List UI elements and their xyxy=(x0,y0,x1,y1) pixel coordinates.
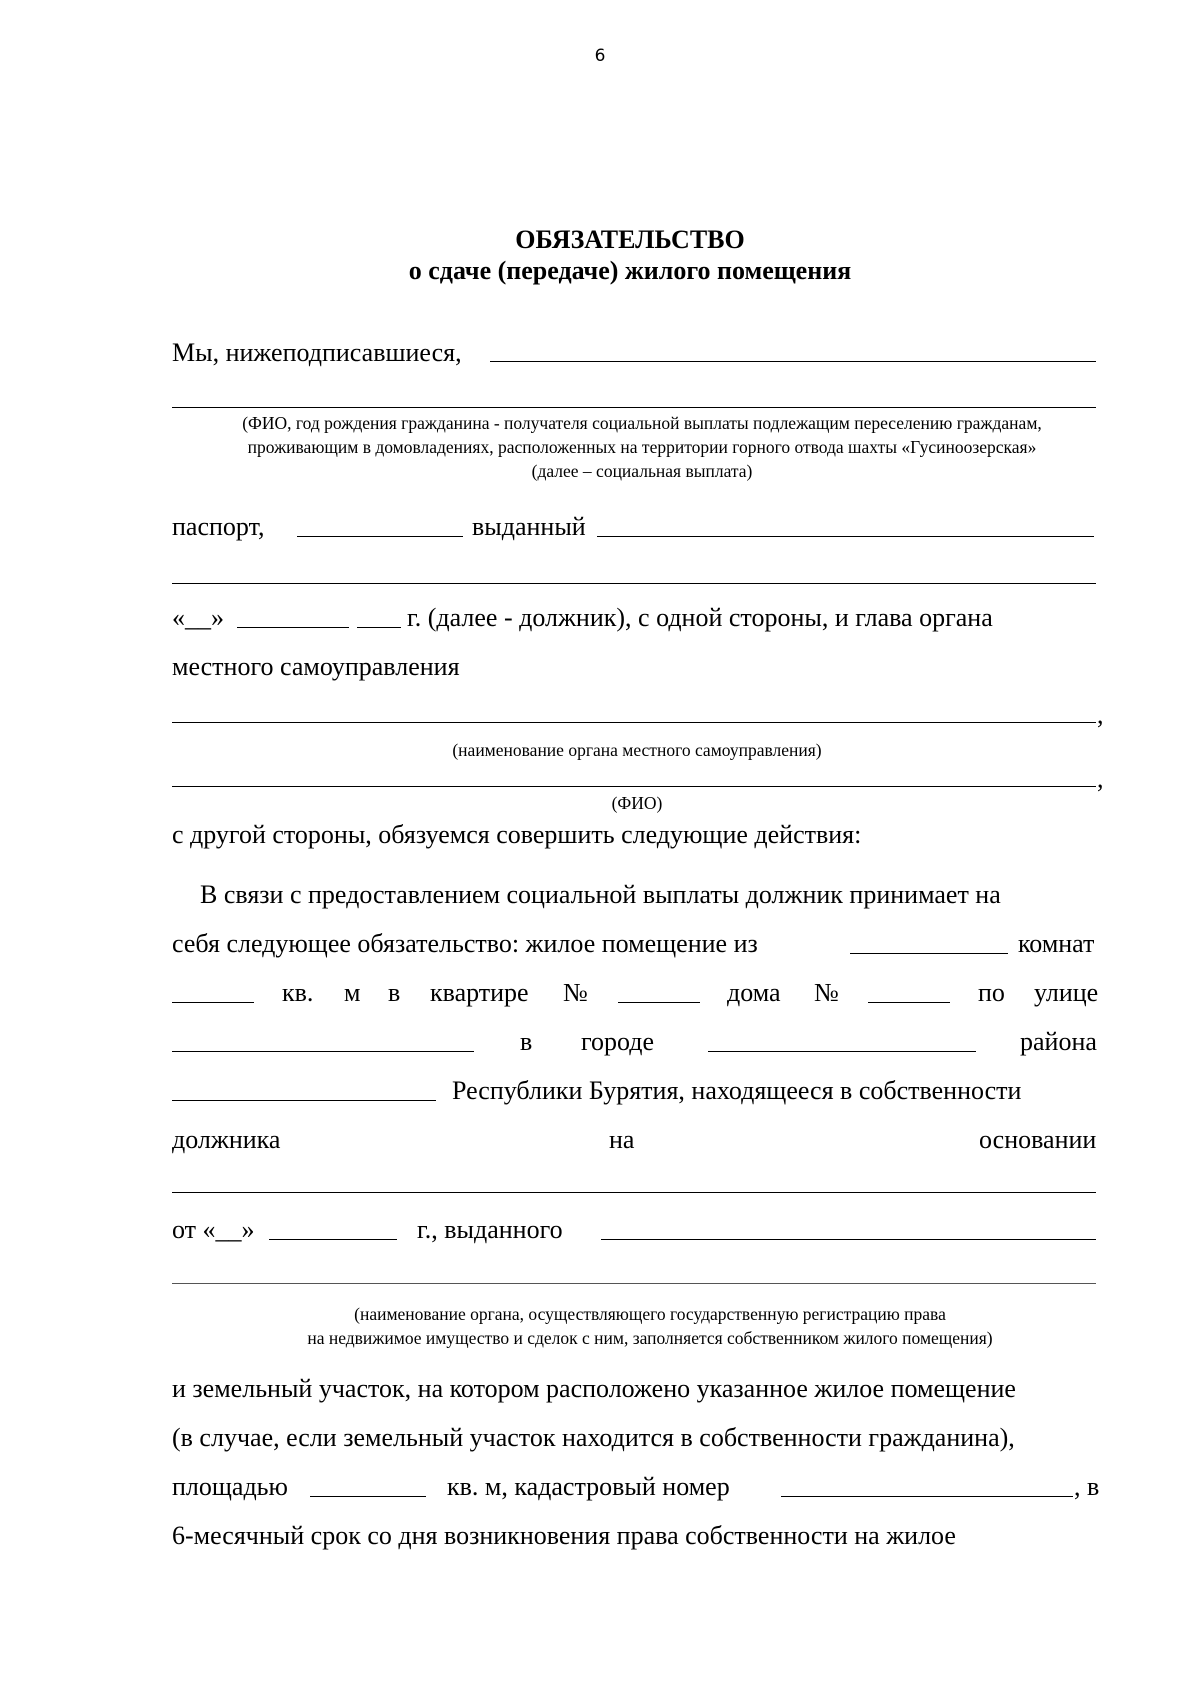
head-fio-blank[interactable] xyxy=(172,786,1096,787)
issued-by-label: г., выданного xyxy=(417,1215,563,1244)
v-label: в xyxy=(388,978,401,1007)
v-label-2: в xyxy=(520,1027,533,1056)
basis-blank[interactable] xyxy=(172,1192,1096,1193)
issued-by-blank-2[interactable] xyxy=(172,1283,1096,1284)
debtor-text: г. (далее - должник), с одной стороны, и глава органа xyxy=(407,603,993,632)
para1-line1: В связи с предоставлением социальной выплаты должник принимает на xyxy=(200,880,1001,909)
m-label: м xyxy=(344,978,361,1007)
para1-line2a: себя следующее обязательство: жилое помещение из xyxy=(172,929,758,958)
kvartire-label: квартире xyxy=(430,978,529,1007)
document-subtitle: о сдаче (передаче) жилого помещения xyxy=(408,256,852,285)
passport-blank[interactable] xyxy=(297,536,463,537)
area-blank[interactable] xyxy=(172,1002,254,1003)
kv-label: кв. xyxy=(282,978,314,1007)
rooms-blank[interactable] xyxy=(850,953,1008,954)
registration-caption-1: (наименование органа, осуществляющего государственную регистрацию права xyxy=(354,1304,946,1324)
para1-line5: Республики Бурятия, находящееся в собственности xyxy=(452,1076,1022,1105)
para2-line3a: площадью xyxy=(172,1472,288,1501)
raiona-label: района xyxy=(1020,1027,1097,1056)
para2-line2: (в случае, если земельный участок находится в собственности гражданина), xyxy=(172,1423,1015,1452)
date-year-blank[interactable] xyxy=(357,627,401,628)
passport-label: паспорт, xyxy=(172,512,265,541)
undersigned-blank-2[interactable] xyxy=(172,407,1096,408)
local-gov-text: местного самоуправления xyxy=(172,652,460,681)
date-month-blank[interactable] xyxy=(237,627,349,628)
para2-line1: и земельный участок, на котором расположено указанное жилое помещение xyxy=(172,1374,1016,1403)
para2-line3b: кв. м, кадастровый номер xyxy=(447,1472,730,1501)
cadastral-no-blank[interactable] xyxy=(781,1496,1073,1497)
fio-caption-2: проживающим в домовладениях, расположенных на территории горного отвода шахты «Гусиноозерская» xyxy=(247,437,1037,457)
fio-caption-1: (ФИО, год рождения гражданина - получателя социальной выплаты подлежащим переселению гражданам, xyxy=(242,413,1042,433)
we-undersigned-label: Мы, нижеподписавшиеся, xyxy=(172,338,462,367)
date-day: «__» xyxy=(172,603,224,632)
gorode-label: городе xyxy=(581,1027,655,1056)
na-label: на xyxy=(609,1125,635,1154)
issued-blank[interactable] xyxy=(597,536,1094,537)
street-blank[interactable] xyxy=(172,1051,474,1052)
house-no-blank[interactable] xyxy=(868,1002,950,1003)
ulice-label: улице xyxy=(1034,978,1099,1007)
no-label-1: № xyxy=(563,978,588,1007)
osnovanii-label: основании xyxy=(979,1125,1097,1154)
fio-caption: (ФИО) xyxy=(611,793,663,813)
doma-label: дома xyxy=(727,978,781,1007)
dolzhnika-label: должника xyxy=(172,1125,281,1154)
page-number: 6 xyxy=(594,46,606,66)
para2-line4: 6-месячный срок со дня возникновения права собственности на жилое xyxy=(172,1521,956,1550)
comma-2: , xyxy=(1097,764,1104,793)
issued-blank-2[interactable] xyxy=(172,583,1096,584)
issued-by-blank[interactable] xyxy=(601,1239,1096,1240)
other-side-text: с другой стороны, обязуемся совершить следующие действия: xyxy=(172,820,862,849)
ot-date-label: от «__» xyxy=(172,1215,255,1244)
land-area-blank[interactable] xyxy=(310,1496,426,1497)
para1-line2b: комнат xyxy=(1018,929,1095,958)
city-blank[interactable] xyxy=(708,1051,976,1052)
po-label: по xyxy=(978,978,1005,1007)
district-blank[interactable] xyxy=(172,1100,436,1101)
apartment-no-blank[interactable] xyxy=(618,1002,700,1003)
document-title: ОБЯЗАТЕЛЬСТВО xyxy=(515,225,745,254)
undersigned-blank[interactable] xyxy=(490,361,1096,362)
no-label-2: № xyxy=(814,978,839,1007)
comma-1: , xyxy=(1097,700,1104,729)
registration-caption-2: на недвижимое имущество и сделок с ним, заполняется собственником жилого помещения) xyxy=(307,1328,993,1348)
para2-line3c: , в xyxy=(1074,1472,1100,1501)
org-name-blank[interactable] xyxy=(172,722,1096,723)
fio-caption-3: (далее – социальная выплата) xyxy=(531,461,753,481)
ot-date-blank[interactable] xyxy=(269,1239,397,1240)
issued-label: выданный xyxy=(472,512,586,541)
org-name-caption: (наименование органа местного самоуправления) xyxy=(452,740,822,760)
